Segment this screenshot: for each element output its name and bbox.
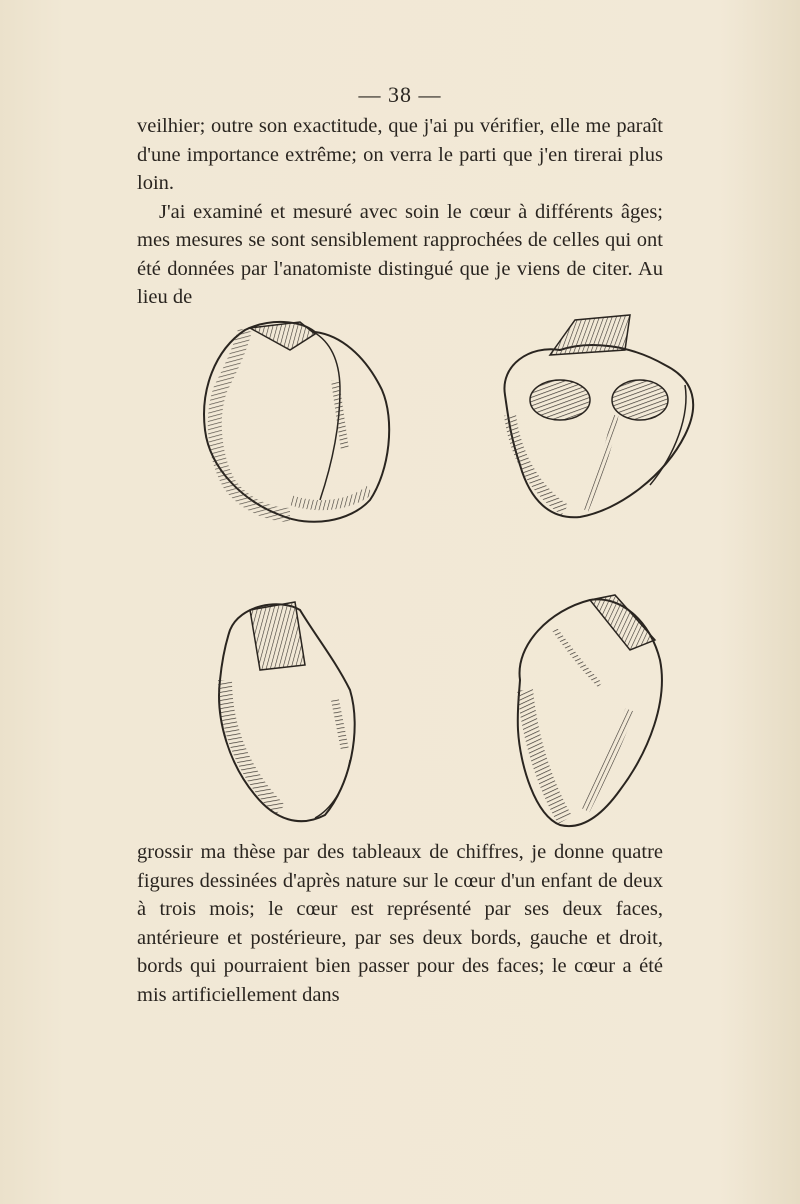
paragraph-measures: J'ai examiné et mesuré avec soin le cœur à différents âges; mes mesures se sont sensiblement rapprochées de celles qui ont été données par l'anatomiste distingué que je viens de citer. Au lieu de bbox=[137, 200, 663, 308]
heart-right-border-illustration bbox=[490, 590, 675, 835]
heart-anterior-illustration bbox=[190, 310, 410, 535]
heart-posterior-illustration bbox=[480, 305, 710, 525]
paragraph-figures: grossir ma thèse par des tableaux de chiffres, je donne quatre figures dessinées d'après nature sur le cœur d'un enfant de deux à trois mois; le cœur est représenté par ses deux faces, antérieure et postérieure, par ses deux bords, gauche et droit, bords qui pourraient bien passer pour des faces; le cœur a été mis artificiellement dans bbox=[137, 841, 663, 1006]
heart-right-border-figure bbox=[490, 590, 675, 835]
heart-anterior-figure bbox=[190, 310, 410, 535]
text-block-top bbox=[137, 112, 663, 312]
page-number: — 38 — bbox=[358, 82, 442, 107]
text-block-bottom bbox=[137, 838, 663, 1009]
heart-posterior-figure bbox=[480, 305, 710, 525]
heart-left-border-figure bbox=[200, 590, 370, 830]
paragraph-continued: veilhier; outre son exactitude, que j'ai pu vérifier, elle me paraît d'une importance extrême; on verra le parti que j'en tirerai plus loin. bbox=[137, 115, 663, 194]
heart-left-border-illustration bbox=[200, 590, 370, 830]
